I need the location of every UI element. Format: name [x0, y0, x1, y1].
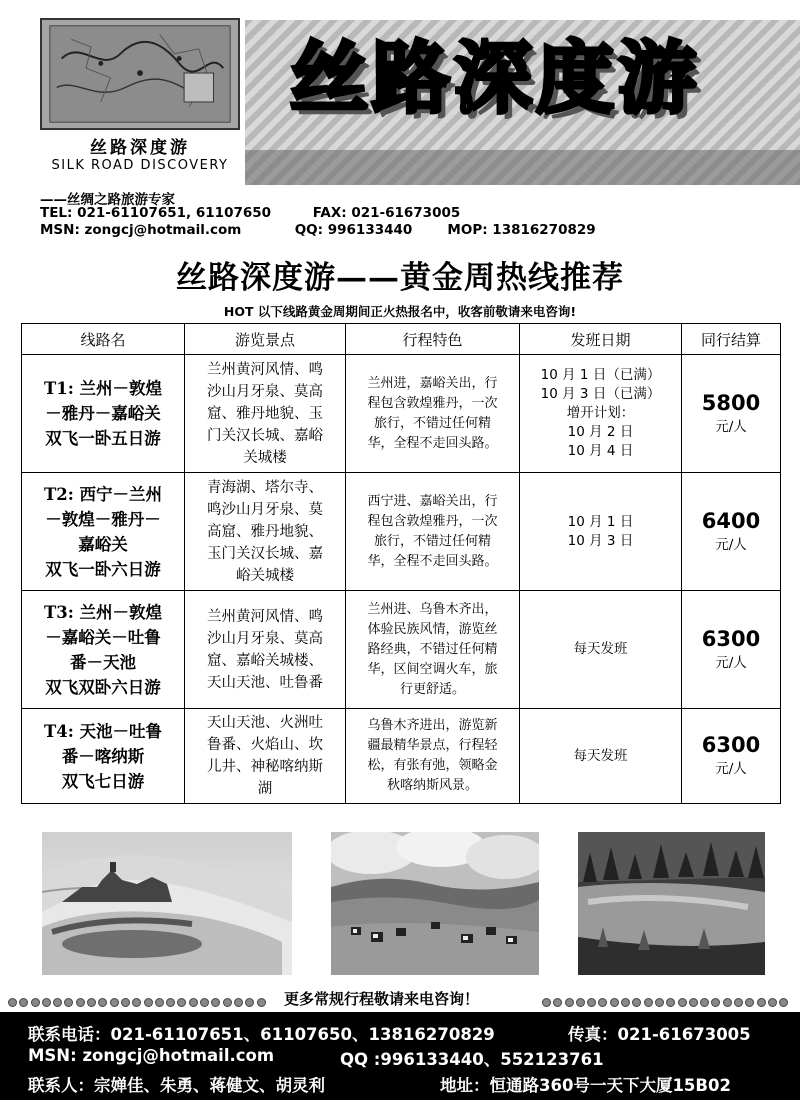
dot-icon: [42, 998, 51, 1007]
route-name-cell-line: 双飞七日游: [61, 771, 145, 791]
sights-cell-line: 沙山月牙泉、莫高: [207, 630, 323, 647]
sights-cell-line: 沙山月牙泉、莫高: [207, 383, 323, 400]
dot-icon: [132, 998, 141, 1007]
features-cell-line: 程包含敦煌雅丹，一次: [367, 513, 498, 529]
features-cell-line: 体验民族风情，游览丝: [367, 621, 498, 637]
sights-cell-line: 湖: [257, 781, 273, 797]
logo-english-name: SILK ROAD DISCOVERY: [51, 158, 229, 173]
tel-text: TEL: 021-61107651, 61107650: [40, 205, 272, 221]
table-row: [22, 355, 781, 473]
dot-icon: [734, 998, 743, 1007]
header-features: 行程特色: [346, 324, 520, 355]
route-name-cell-line: －敦煌－雅丹－: [45, 509, 161, 529]
footer-fax: 传真：021-61673005: [568, 1025, 751, 1044]
features-cell-line: 疆最精华景点，行程轻: [367, 738, 498, 753]
route-name-cell-line: 嘉峪关: [78, 534, 128, 554]
route-name-cell: [22, 709, 185, 804]
routes-table: [21, 323, 781, 804]
features-cell-line: 旅行，不错过任何精: [373, 533, 491, 549]
dot-icon: [587, 998, 596, 1007]
dot-icon: [666, 998, 675, 1007]
dot-icon: [223, 998, 232, 1007]
sights-cell-line: 窟、雅丹地貌、玉: [207, 405, 323, 422]
dot-icon: [723, 998, 732, 1007]
price-value: 6400: [701, 508, 761, 533]
features-cell: [346, 473, 520, 591]
dot-icon: [610, 998, 619, 1007]
dot-icon: [757, 998, 766, 1007]
dot-icon: [76, 998, 85, 1007]
dot-icon: [166, 998, 175, 1007]
header-dates: 发班日期: [520, 324, 682, 355]
dot-icon: [189, 998, 198, 1007]
dot-icon: [53, 998, 62, 1007]
dot-icon: [689, 998, 698, 1007]
sights-cell: [185, 709, 346, 804]
dot-icon: [144, 998, 153, 1007]
features-cell-line: 兰州进、乌鲁木齐出，: [367, 601, 498, 617]
sights-cell-line: 兰州黄河风情、鸣: [207, 361, 323, 378]
footer-phone: 联系电话：021-61107651、61107650、13816270829: [28, 1025, 495, 1044]
dot-icon: [598, 998, 607, 1007]
route-name-cell-line: T2: 西宁－兰州: [43, 484, 163, 504]
dot-icon: [745, 998, 754, 1007]
price-value: 6300: [701, 733, 761, 757]
footer-address: 地址：恒通路360号一天下大厦15B02: [440, 1076, 731, 1095]
route-name-cell-line: 双飞双卧六日游: [45, 677, 161, 697]
dot-icon: [542, 998, 551, 1007]
header-sights: 游览景点: [185, 324, 346, 355]
features-cell-line: 兰州进，嘉峪关出，行: [367, 375, 498, 391]
sights-cell-line: 兰州黄河风情、鸣: [207, 608, 323, 625]
price-unit: 元/人: [715, 536, 747, 553]
sights-cell-line: 天山天池、火洲吐: [207, 715, 323, 731]
features-cell-line: 西宁进、嘉峪关出，行: [367, 493, 498, 509]
features-cell: [346, 709, 520, 804]
route-name-cell-line: 双飞一卧六日游: [45, 559, 161, 579]
route-name-cell-line: 番－天池: [70, 652, 136, 672]
dates-cell-line: 10 月 1 日: [567, 513, 634, 530]
route-name-cell: [22, 591, 185, 709]
price-cell: [682, 473, 781, 591]
route-name-cell-line: －雅丹－嘉峪关: [45, 404, 161, 423]
fax-text: FAX: 021-61673005: [312, 205, 461, 221]
features-cell-line: 旅行，不错过任何精: [373, 415, 491, 431]
dot-icon: [64, 998, 73, 1007]
dot-icon: [177, 998, 186, 1007]
sights-cell-line: 高窟、雅丹地貌、: [207, 523, 323, 540]
route-name-cell-line: 番－喀纳斯: [61, 746, 145, 766]
dot-icon: [155, 998, 164, 1007]
dot-icon: [678, 998, 687, 1007]
logo-chinese-name: 丝路深度游: [90, 138, 190, 158]
hot-notice: HOT 以下线路黄金周期间正火热报名中，收客前敬请来电咨询!: [223, 304, 577, 319]
more-info-text: 更多常规行程敬请来电咨询！: [280, 988, 483, 1009]
dot-icon: [576, 998, 585, 1007]
price-value: 5800: [701, 390, 761, 415]
dot-icon: [644, 998, 653, 1007]
section-title: 丝路深度游——黄金周热线推荐: [176, 260, 624, 296]
mop-text: MOP: 13816270829: [447, 222, 596, 238]
dates-cell-line: 每天发班: [573, 747, 628, 764]
route-name-cell-line: T3: 兰州－敦煌: [43, 602, 163, 622]
dot-icon: [768, 998, 777, 1007]
sights-cell-line: 鲁番、火焰山、坎: [207, 737, 323, 753]
contact-row-2: [40, 222, 596, 238]
features-cell: [346, 591, 520, 709]
dots-divider-left: [8, 992, 270, 1004]
sights-cell-line: 窟、嘉峪关城楼、: [207, 652, 323, 669]
table-row: [22, 473, 781, 591]
features-cell-line: 程包含敦煌雅丹，一次: [367, 395, 498, 411]
sights-cell-line: 天山天池、吐鲁番: [207, 674, 323, 691]
sights-cell-line: 儿井、神秘喀纳斯: [207, 759, 323, 775]
route-name-cell-line: －嘉峪关－吐鲁: [45, 627, 161, 647]
price-cell: [682, 355, 781, 473]
dot-icon: [245, 998, 254, 1007]
dates-cell: [520, 591, 682, 709]
sights-cell-line: 峪关城楼: [236, 567, 294, 584]
dot-icon: [234, 998, 243, 1007]
dates-cell-line: 10 月 2 日: [567, 424, 634, 440]
sights-cell-line: 鸣沙山月牙泉、莫: [207, 501, 323, 518]
dot-icon: [632, 998, 641, 1007]
dates-cell: [520, 355, 682, 473]
dot-icon: [87, 998, 96, 1007]
route-name-cell: [22, 473, 185, 591]
tagline: ——丝绸之路旅游专家: [40, 192, 175, 208]
dates-cell-line: 10 月 3 日（已满）: [540, 386, 661, 402]
contact-row-1: [40, 205, 460, 221]
features-cell-line: 华，区间空调火车，旅: [367, 661, 498, 677]
dates-cell-line: 10 月 3 日: [567, 532, 634, 549]
desert-pavilion-photo: [42, 832, 292, 975]
footer-contacts: 联系人：宗婵佳、朱勇、蒋健文、胡灵利: [28, 1076, 325, 1095]
banner-title: 丝路深度游: [290, 34, 701, 124]
features-cell-line: 秋喀纳斯风景。: [386, 778, 478, 793]
grassland-yaks-photo: [331, 832, 539, 975]
sights-cell-line: 玉门关汉长城、嘉: [207, 545, 323, 562]
route-name-cell-line: 双飞一卧五日游: [45, 429, 161, 448]
price-unit: 元/人: [715, 418, 747, 435]
features-cell-line: 乌鲁木齐进出，游览新: [367, 718, 498, 733]
header-route: 线路名: [22, 324, 185, 355]
dot-icon: [211, 998, 220, 1007]
price-unit: 元/人: [715, 654, 747, 671]
dot-icon: [711, 998, 720, 1007]
dot-icon: [8, 998, 17, 1007]
price-cell: [682, 709, 781, 804]
dot-icon: [621, 998, 630, 1007]
dot-icon: [700, 998, 709, 1007]
features-cell-line: 路经典，不错过任何精: [367, 641, 498, 657]
route-name-cell-line: T4: 天池－吐鲁: [43, 721, 163, 741]
dot-icon: [98, 998, 107, 1007]
dot-icon: [200, 998, 209, 1007]
dot-icon: [565, 998, 574, 1007]
sights-cell: [185, 473, 346, 591]
dot-icon: [553, 998, 562, 1007]
table-row: [22, 591, 781, 709]
more-info-row: [0, 988, 800, 1008]
features-cell: [346, 355, 520, 473]
sights-cell-line: 青海湖、塔尔寺、: [207, 479, 323, 496]
features-cell-line: 华，全程不走回头路。: [367, 435, 498, 451]
table-header-row: [22, 324, 781, 355]
qq-text: QQ: 996133440: [294, 222, 413, 238]
dot-icon: [110, 998, 119, 1007]
sights-cell: [185, 591, 346, 709]
dot-icon: [779, 998, 788, 1007]
route-name-cell: [22, 355, 185, 473]
dates-cell-line: 每天发班: [573, 641, 628, 657]
dot-icon: [655, 998, 664, 1007]
features-cell-line: 行更舒适。: [399, 681, 465, 697]
footer-qq: QQ :996133440、552123761: [340, 1050, 604, 1069]
msn-text: MSN: zongcj@hotmail.com: [40, 222, 242, 238]
price-unit: 元/人: [715, 761, 747, 777]
footer-msn: MSN: zongcj@hotmail.com: [28, 1046, 275, 1065]
dot-icon: [31, 998, 40, 1007]
dot-icon: [19, 998, 28, 1007]
dot-icon: [257, 998, 266, 1007]
sights-cell: [185, 355, 346, 473]
dates-cell: [520, 473, 682, 591]
price-cell: [682, 591, 781, 709]
logo-map-image: [40, 18, 240, 130]
dot-icon: [121, 998, 130, 1007]
dates-cell-line: 10 月 4 日: [567, 443, 634, 459]
dots-divider-right: [542, 992, 794, 1004]
header-price: 同行结算: [682, 324, 781, 355]
banner-shadow-band: [245, 150, 800, 185]
forest-lake-photo: [578, 832, 765, 975]
dates-cell-line: 增开计划：: [566, 405, 635, 421]
features-cell-line: 松，有张有弛，领略金: [367, 758, 498, 773]
sights-cell-line: 关城楼: [243, 449, 287, 466]
table-row: [22, 709, 781, 804]
dates-cell: [520, 709, 682, 804]
price-value: 6300: [701, 626, 761, 651]
sights-cell-line: 门关汉长城、嘉峪: [207, 427, 323, 444]
dates-cell-line: 10 月 1 日（已满）: [540, 367, 661, 383]
footer-contact-bar: [0, 1012, 800, 1100]
features-cell-line: 华，全程不走回头路。: [367, 553, 498, 569]
route-name-cell-line: T1: 兰州－敦煌: [43, 379, 163, 398]
